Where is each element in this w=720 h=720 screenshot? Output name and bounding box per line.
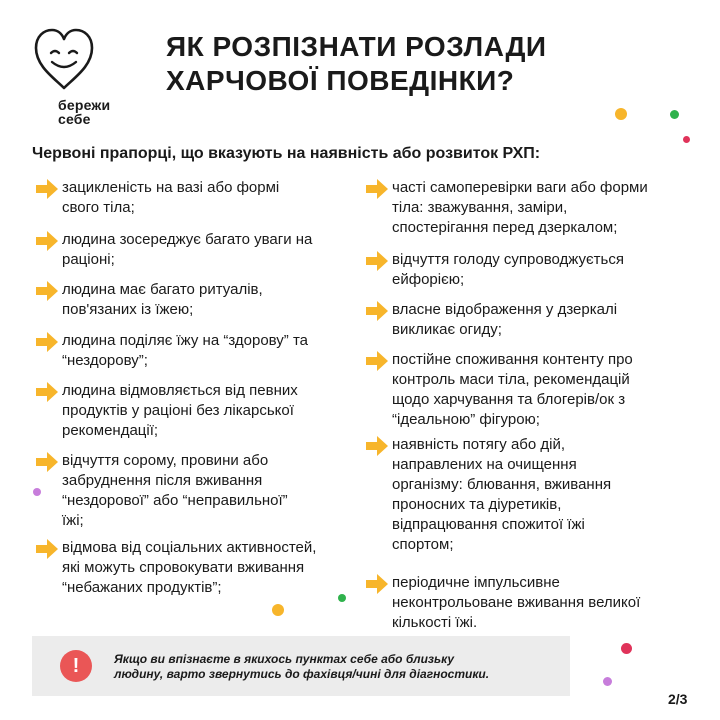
list-item <box>362 250 692 290</box>
list-item <box>362 350 692 430</box>
list-item-line: тіла: зважування, заміри, <box>392 199 568 216</box>
logo-line-1: бережи <box>58 97 111 113</box>
decor-dot <box>33 488 41 496</box>
list-item-line: періодичне імпульсивне <box>392 574 560 591</box>
decor-dot <box>615 108 627 120</box>
list-item-line: пов'язаних із їжею; <box>62 301 194 318</box>
list-item-line: “ідеальною” фігурою; <box>392 411 540 428</box>
list-item-line: кількості їжі. <box>392 614 478 631</box>
list-item-line: організму: блювання, вживання <box>392 476 612 493</box>
note-line-1: Якщо ви впізнаєте в якихось пунктах себе або близьку <box>114 652 455 666</box>
list-item <box>362 573 692 633</box>
list-item <box>32 538 362 598</box>
list-item-line: неконтрольоване вживання великої <box>392 594 641 611</box>
decor-dot <box>621 643 632 654</box>
list-item-line: відчуття сорому, провини або <box>62 452 269 469</box>
list-item-line: відпрацювання спожитої їжі <box>392 516 585 533</box>
list-item-line: “нездорову”; <box>62 352 148 369</box>
title-line-2: ХАРЧОВОЇ ПОВЕДІНКИ? <box>166 65 515 96</box>
list-item-line: “небажаних продуктів”; <box>62 579 222 596</box>
list-item-line: відчуття голоду супроводжується <box>392 251 624 268</box>
brand-logo <box>30 26 120 126</box>
decor-dot <box>272 604 284 616</box>
list-item <box>362 178 692 238</box>
advice-note <box>32 636 570 696</box>
list-item-line: власне відображення у дзеркалі <box>392 301 618 318</box>
arrow-right-icon <box>36 452 58 472</box>
list-item <box>32 230 362 270</box>
list-item-line: “нездорової” або “неправильної” <box>62 492 288 509</box>
arrow-right-icon <box>366 301 388 321</box>
list-item-line: відмова від соціальних активностей, <box>62 539 317 556</box>
list-item-line: спостерігання перед дзеркалом; <box>392 219 618 236</box>
list-item-line: людина має багато ритуалів, <box>62 281 263 298</box>
list-item-line: забруднення після вживання <box>62 472 263 489</box>
page-title <box>166 30 686 98</box>
decor-dot <box>683 136 690 143</box>
list-item-line: контроль маси тіла, рекомендацій <box>392 371 630 388</box>
list-item-line: людина зосереджує багато уваги на <box>62 231 313 248</box>
page-number: 2/3 <box>668 691 688 707</box>
list-item-line: людина поділяє їжу на “здорову” та <box>62 332 309 349</box>
arrow-right-icon <box>366 179 388 199</box>
list-item-line: свого тіла; <box>62 199 135 216</box>
list-item-line: які можуть спровокувати вживання <box>62 559 305 576</box>
list-item <box>362 435 692 555</box>
logo-line-2: себе <box>58 111 91 127</box>
list-item-line: людина відмовляється від певних <box>62 382 298 399</box>
list-item-line: направлених на очищення <box>392 456 577 473</box>
list-item-line: наявність потягу або дій, <box>392 436 566 453</box>
arrow-right-icon <box>36 332 58 352</box>
list-item-line: постійне споживання контенту про <box>392 351 633 368</box>
list-item-line: зацикленість на вазі або формі <box>62 179 280 196</box>
list-item-line: раціоні; <box>62 251 115 268</box>
list-item <box>32 280 362 320</box>
list-item <box>32 451 362 531</box>
list-item <box>362 300 692 340</box>
logo-wordmark <box>58 98 110 126</box>
arrow-right-icon <box>366 251 388 271</box>
arrow-right-icon <box>366 351 388 371</box>
list-item-line: їжі; <box>62 512 84 529</box>
note-text <box>114 652 554 682</box>
arrow-right-icon <box>366 574 388 594</box>
section-subtitle: Червоні прапорці, що вказують на наявність або розвиток РХП: <box>32 145 541 162</box>
arrow-right-icon <box>36 281 58 301</box>
list-item-line: спортом; <box>392 536 454 553</box>
list-item-line: продуктів у раціоні без лікарської <box>62 402 294 419</box>
list-item <box>32 381 362 441</box>
arrow-right-icon <box>36 382 58 402</box>
arrow-right-icon <box>36 179 58 199</box>
list-item-line: викликає огиду; <box>392 321 502 338</box>
decor-dot <box>670 110 679 119</box>
list-item-line: проносних та діуретиків, <box>392 496 562 513</box>
decor-dot <box>603 677 612 686</box>
exclamation-icon: ! <box>60 650 92 682</box>
title-line-1: ЯК РОЗПІЗНАТИ РОЗЛАДИ <box>166 31 547 62</box>
arrow-right-icon <box>36 231 58 251</box>
note-line-2: людину, варто звернутись до фахівця/чині для діагностики. <box>114 667 490 681</box>
list-item <box>32 178 362 218</box>
list-item-line: ейфорією; <box>392 271 465 288</box>
arrow-right-icon <box>36 539 58 559</box>
list-item-line: рекомендації; <box>62 422 159 439</box>
decor-dot <box>338 594 346 602</box>
list-item-line: часті самоперевірки ваги або форми <box>392 179 648 196</box>
heart-face-icon <box>32 26 96 92</box>
arrow-right-icon <box>366 436 388 456</box>
list-item-line: щодо харчування та блогерів/ок з <box>392 391 626 408</box>
list-item <box>32 331 362 371</box>
